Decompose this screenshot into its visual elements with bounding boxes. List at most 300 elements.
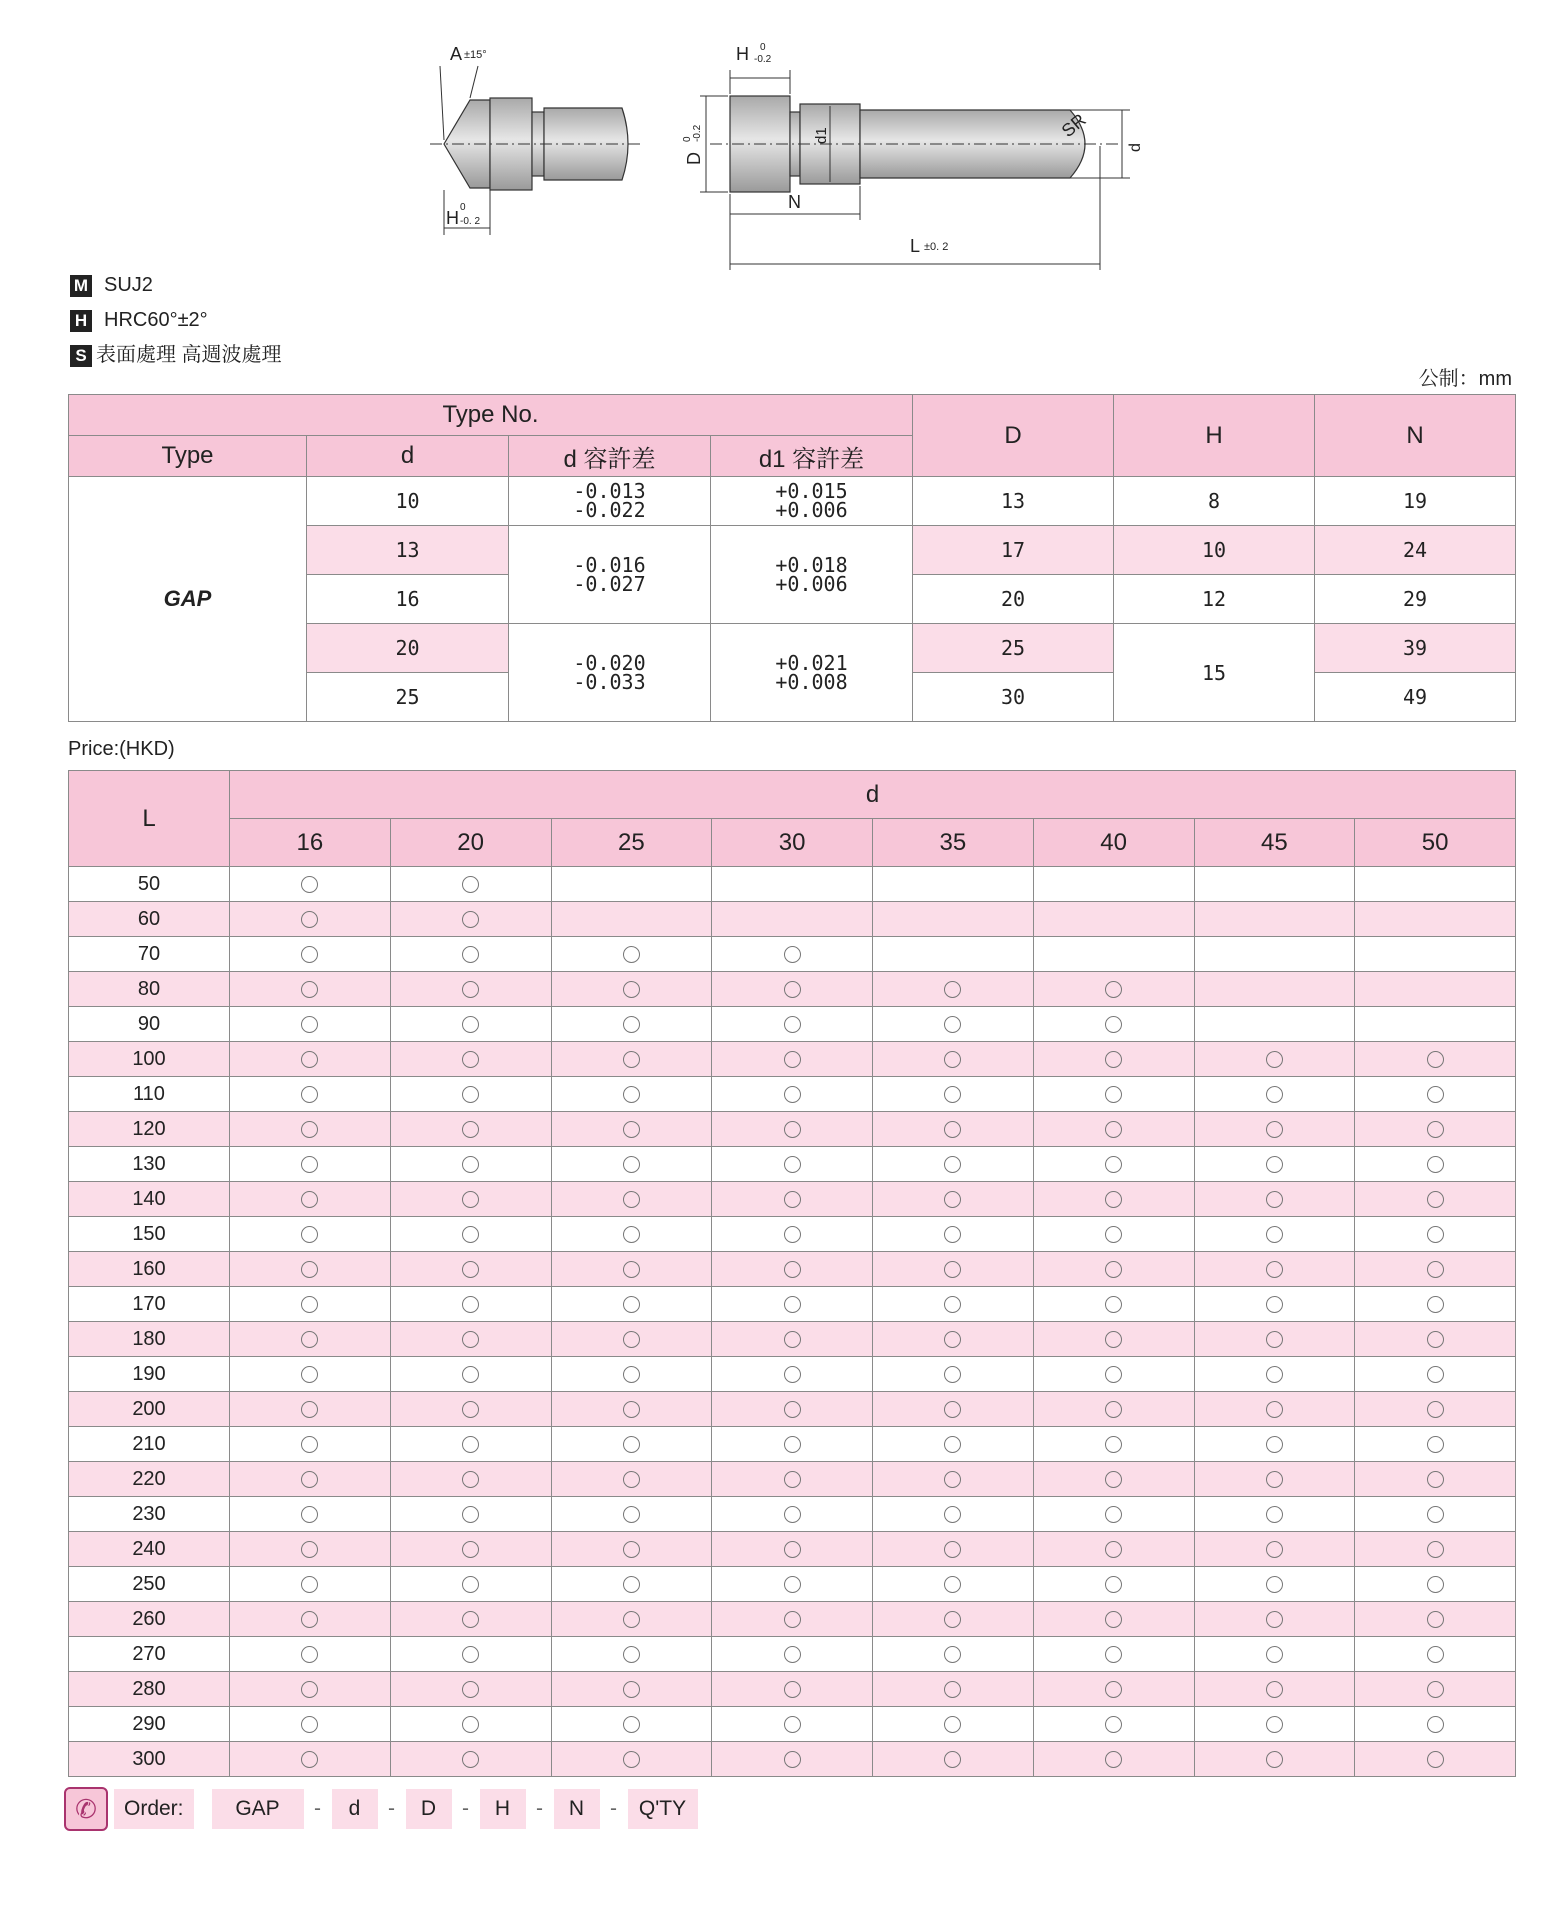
label-H-right-tol-top: 0 [760, 42, 766, 53]
price-cell [1033, 1042, 1194, 1077]
price-cell [390, 1322, 551, 1357]
available-circle-icon [301, 1716, 318, 1733]
price-cell [1194, 937, 1355, 972]
cell-D: 25 [913, 624, 1114, 673]
price-cell [1194, 1147, 1355, 1182]
price-cell [873, 1182, 1034, 1217]
price-cell [1355, 972, 1516, 1007]
price-label: Price:(HKD) [68, 738, 175, 760]
price-cell [390, 1287, 551, 1322]
available-circle-icon [944, 1261, 961, 1278]
available-circle-icon [623, 1751, 640, 1768]
available-circle-icon [1427, 1261, 1444, 1278]
available-circle-icon [623, 1611, 640, 1628]
available-circle-icon [462, 1611, 479, 1628]
price-cell [1033, 1182, 1194, 1217]
price-cell [1194, 1112, 1355, 1147]
available-circle-icon [462, 1436, 479, 1453]
price-cell [230, 972, 391, 1007]
price-cell [712, 1357, 873, 1392]
available-circle-icon [301, 1331, 318, 1348]
surface-text: 表面處理 高週波處理 [96, 344, 282, 366]
price-cell [1194, 1602, 1355, 1637]
label-H-left-tol-top: 0 [460, 202, 466, 213]
price-cell [1033, 867, 1194, 902]
available-circle-icon [462, 981, 479, 998]
price-cell [712, 1707, 873, 1742]
price-cell [1194, 1427, 1355, 1462]
label-D-tol-bottom: -0.2 [692, 124, 703, 142]
available-circle-icon [462, 1331, 479, 1348]
price-table [68, 770, 1516, 1777]
price-cell [551, 972, 712, 1007]
available-circle-icon [944, 1471, 961, 1488]
available-circle-icon [944, 1751, 961, 1768]
spec-surface [70, 342, 282, 368]
cell-L: 80 [69, 972, 230, 1007]
available-circle-icon [462, 1191, 479, 1208]
label-d: d [1127, 143, 1144, 152]
price-cell [230, 937, 391, 972]
table-row [69, 1007, 1516, 1042]
price-cell [712, 1742, 873, 1777]
available-circle-icon [1427, 1506, 1444, 1523]
available-circle-icon [1105, 1086, 1122, 1103]
available-circle-icon [1266, 1331, 1283, 1348]
price-cell [1355, 1567, 1516, 1602]
price-cell [873, 1567, 1034, 1602]
available-circle-icon [784, 1646, 801, 1663]
price-cell [230, 1042, 391, 1077]
price-cell [390, 867, 551, 902]
available-circle-icon [301, 1681, 318, 1698]
price-cell [230, 1637, 391, 1672]
price-cell [873, 1147, 1034, 1182]
cell-L: 150 [69, 1217, 230, 1252]
available-circle-icon [784, 1366, 801, 1383]
price-cell [390, 1077, 551, 1112]
price-cell [1355, 1252, 1516, 1287]
available-circle-icon [301, 1576, 318, 1593]
available-circle-icon [944, 1436, 961, 1453]
available-circle-icon [784, 1436, 801, 1453]
price-cell [1194, 1707, 1355, 1742]
price-cell [873, 902, 1034, 937]
available-circle-icon [462, 1261, 479, 1278]
available-circle-icon [462, 1401, 479, 1418]
price-cell [1355, 902, 1516, 937]
price-cell [873, 1357, 1034, 1392]
price-cell [1033, 972, 1194, 1007]
price-cell [1033, 1112, 1194, 1147]
order-segment-qty: Q'TY [628, 1789, 698, 1829]
price-cell [551, 1077, 712, 1112]
price-cell [551, 1637, 712, 1672]
price-cell [873, 1462, 1034, 1497]
available-circle-icon [301, 1086, 318, 1103]
available-circle-icon [623, 1541, 640, 1558]
available-circle-icon [462, 1156, 479, 1173]
price-cell [551, 1147, 712, 1182]
price-cell [390, 1567, 551, 1602]
price-cell [712, 902, 873, 937]
cell-d-tol: -0.020 -0.033 [509, 624, 711, 722]
available-circle-icon [1105, 1226, 1122, 1243]
price-cell [551, 867, 712, 902]
header-d: d [307, 436, 509, 477]
header-d-value: 16 [230, 819, 391, 867]
available-circle-icon [301, 1611, 318, 1628]
table-row [69, 937, 1516, 972]
table-row [69, 1427, 1516, 1462]
available-circle-icon [623, 981, 640, 998]
price-cell [1355, 1672, 1516, 1707]
price-cell [1194, 1567, 1355, 1602]
price-cell [873, 1007, 1034, 1042]
spec-hardness [70, 307, 208, 333]
cell-H: 8 [1114, 477, 1315, 526]
price-cell [390, 972, 551, 1007]
cell-d: 13 [307, 526, 509, 575]
order-line [64, 1786, 698, 1832]
price-cell [712, 1252, 873, 1287]
technical-drawing [430, 30, 1190, 280]
table-row [69, 1462, 1516, 1497]
available-circle-icon [1427, 1051, 1444, 1068]
price-cell [1033, 1147, 1194, 1182]
price-cell [390, 1042, 551, 1077]
available-circle-icon [623, 1681, 640, 1698]
cell-D: 13 [913, 477, 1114, 526]
order-separator: - [610, 1797, 618, 1820]
available-circle-icon [784, 1576, 801, 1593]
unit-label: 公制：mm [1418, 368, 1512, 390]
available-circle-icon [623, 1156, 640, 1173]
label-N: N [788, 192, 801, 212]
price-cell [230, 867, 391, 902]
label-D-tol-top: 0 [682, 136, 693, 142]
price-cell [712, 1462, 873, 1497]
price-cell [712, 972, 873, 1007]
available-circle-icon [623, 1016, 640, 1033]
cell-N: 24 [1315, 526, 1516, 575]
price-cell [390, 902, 551, 937]
price-cell [390, 1602, 551, 1637]
available-circle-icon [1105, 1121, 1122, 1138]
label-D: D [684, 152, 704, 165]
price-cell [873, 867, 1034, 902]
surface-badge: S [70, 345, 92, 367]
price-cell [1033, 937, 1194, 972]
header-d-value: 30 [712, 819, 873, 867]
available-circle-icon [462, 1541, 479, 1558]
available-circle-icon [301, 1016, 318, 1033]
available-circle-icon [944, 1681, 961, 1698]
cell-N: 19 [1315, 477, 1516, 526]
available-circle-icon [462, 1471, 479, 1488]
available-circle-icon [944, 1716, 961, 1733]
price-cell [230, 1217, 391, 1252]
table-row [69, 1112, 1516, 1147]
available-circle-icon [784, 946, 801, 963]
price-cell [551, 1672, 712, 1707]
header-type: Type [69, 436, 307, 477]
header-d-value: 40 [1033, 819, 1194, 867]
label-L-tol: ±0. 2 [924, 241, 949, 253]
cell-L: 140 [69, 1182, 230, 1217]
price-cell [712, 1602, 873, 1637]
table-row [69, 1147, 1516, 1182]
price-cell [1355, 1147, 1516, 1182]
available-circle-icon [784, 1681, 801, 1698]
price-cell [230, 1322, 391, 1357]
price-cell [1355, 1707, 1516, 1742]
table-row [69, 1287, 1516, 1322]
price-cell [712, 1112, 873, 1147]
price-cell [1033, 1427, 1194, 1462]
available-circle-icon [301, 1261, 318, 1278]
available-circle-icon [944, 1646, 961, 1663]
price-cell [712, 1042, 873, 1077]
available-circle-icon [1266, 1541, 1283, 1558]
price-cell [873, 1112, 1034, 1147]
available-circle-icon [1427, 1681, 1444, 1698]
material-badge: M [70, 275, 92, 297]
available-circle-icon [944, 1016, 961, 1033]
price-cell [551, 1252, 712, 1287]
available-circle-icon [462, 1716, 479, 1733]
price-cell [1194, 1322, 1355, 1357]
header-d-value: 35 [873, 819, 1034, 867]
price-cell [712, 1217, 873, 1252]
price-cell [873, 1707, 1034, 1742]
available-circle-icon [623, 1086, 640, 1103]
price-cell [712, 867, 873, 902]
label-H-right: H [736, 44, 749, 64]
price-cell [551, 902, 712, 937]
price-cell [390, 1252, 551, 1287]
header-N: N [1315, 395, 1516, 477]
price-cell [712, 1532, 873, 1567]
available-circle-icon [1105, 1261, 1122, 1278]
price-cell [390, 1707, 551, 1742]
available-circle-icon [784, 1541, 801, 1558]
available-circle-icon [623, 1576, 640, 1593]
available-circle-icon [623, 1366, 640, 1383]
price-cell [712, 1497, 873, 1532]
available-circle-icon [944, 1331, 961, 1348]
price-cell [230, 1357, 391, 1392]
price-cell [1033, 1567, 1194, 1602]
type-table [68, 394, 1516, 722]
header-d-value: 25 [551, 819, 712, 867]
price-cell [1355, 1322, 1516, 1357]
cell-d: 16 [307, 575, 509, 624]
available-circle-icon [1427, 1331, 1444, 1348]
price-cell [1355, 1077, 1516, 1112]
table-row [69, 1182, 1516, 1217]
label-d1: d1 [813, 127, 830, 144]
available-circle-icon [1266, 1051, 1283, 1068]
available-circle-icon [784, 1296, 801, 1313]
cell-N: 29 [1315, 575, 1516, 624]
available-circle-icon [1427, 1401, 1444, 1418]
price-cell [712, 1007, 873, 1042]
price-cell [1355, 1287, 1516, 1322]
price-cell [712, 1147, 873, 1182]
cell-L: 230 [69, 1497, 230, 1532]
available-circle-icon [301, 1436, 318, 1453]
price-cell [1355, 1217, 1516, 1252]
price-cell [1355, 1532, 1516, 1567]
available-circle-icon [462, 1226, 479, 1243]
available-circle-icon [301, 1296, 318, 1313]
available-circle-icon [301, 1751, 318, 1768]
available-circle-icon [623, 1716, 640, 1733]
table-row [69, 1637, 1516, 1672]
price-cell [390, 1637, 551, 1672]
cell-L: 190 [69, 1357, 230, 1392]
price-cell [1033, 1217, 1194, 1252]
price-cell [1194, 1252, 1355, 1287]
available-circle-icon [623, 1121, 640, 1138]
available-circle-icon [944, 1051, 961, 1068]
available-circle-icon [1266, 1191, 1283, 1208]
price-cell [1033, 1007, 1194, 1042]
available-circle-icon [1266, 1576, 1283, 1593]
cell-L: 50 [69, 867, 230, 902]
available-circle-icon [462, 1681, 479, 1698]
price-cell [873, 1042, 1034, 1077]
price-cell [1194, 867, 1355, 902]
price-cell [551, 1742, 712, 1777]
price-cell [1355, 1497, 1516, 1532]
available-circle-icon [1105, 1611, 1122, 1628]
price-cell [390, 937, 551, 972]
table-row [69, 1567, 1516, 1602]
available-circle-icon [623, 946, 640, 963]
available-circle-icon [1105, 1716, 1122, 1733]
header-L: L [69, 771, 230, 867]
price-cell [873, 1392, 1034, 1427]
available-circle-icon [1266, 1366, 1283, 1383]
price-cell [1033, 1077, 1194, 1112]
available-circle-icon [1427, 1611, 1444, 1628]
table-row [69, 972, 1516, 1007]
price-cell [873, 1672, 1034, 1707]
available-circle-icon [944, 1541, 961, 1558]
price-cell [1033, 1602, 1194, 1637]
cell-L: 120 [69, 1112, 230, 1147]
available-circle-icon [1105, 1051, 1122, 1068]
available-circle-icon [784, 1226, 801, 1243]
available-circle-icon [784, 1121, 801, 1138]
available-circle-icon [462, 1751, 479, 1768]
price-cell [873, 1742, 1034, 1777]
available-circle-icon [1266, 1681, 1283, 1698]
cell-L: 110 [69, 1077, 230, 1112]
price-cell [712, 1637, 873, 1672]
available-circle-icon [1266, 1611, 1283, 1628]
order-separator: - [314, 1797, 322, 1820]
price-cell [712, 1287, 873, 1322]
price-cell [1194, 1672, 1355, 1707]
price-cell [551, 1567, 712, 1602]
price-cell [1033, 1322, 1194, 1357]
price-cell [1355, 1427, 1516, 1462]
price-cell [390, 1532, 551, 1567]
available-circle-icon [623, 1051, 640, 1068]
available-circle-icon [462, 1366, 479, 1383]
price-cell [230, 1287, 391, 1322]
available-circle-icon [1105, 981, 1122, 998]
available-circle-icon [1105, 1296, 1122, 1313]
price-cell [712, 1322, 873, 1357]
available-circle-icon [1105, 1016, 1122, 1033]
price-cell [1355, 1357, 1516, 1392]
cell-D: 20 [913, 575, 1114, 624]
cell-H: 10 [1114, 526, 1315, 575]
cell-L: 300 [69, 1742, 230, 1777]
cell-L: 220 [69, 1462, 230, 1497]
available-circle-icon [623, 1506, 640, 1523]
available-circle-icon [462, 1576, 479, 1593]
cell-L: 70 [69, 937, 230, 972]
price-cell [230, 1672, 391, 1707]
label-H-left-tol-bottom: -0. 2 [460, 216, 481, 227]
available-circle-icon [944, 1121, 961, 1138]
available-circle-icon [1427, 1576, 1444, 1593]
available-circle-icon [1105, 1156, 1122, 1173]
price-cell [873, 1602, 1034, 1637]
cell-d: 25 [307, 673, 509, 722]
price-cell [1033, 1742, 1194, 1777]
table-row [69, 1357, 1516, 1392]
price-cell [1355, 867, 1516, 902]
price-cell [390, 1462, 551, 1497]
price-cell [230, 1567, 391, 1602]
price-cell [1194, 1462, 1355, 1497]
available-circle-icon [944, 1611, 961, 1628]
available-circle-icon [1105, 1366, 1122, 1383]
price-cell [230, 1392, 391, 1427]
price-cell [551, 1182, 712, 1217]
table-row [69, 1077, 1516, 1112]
order-label: Order: [114, 1789, 194, 1829]
available-circle-icon [301, 1156, 318, 1173]
cell-d1-tol: +0.015 +0.006 [711, 477, 913, 526]
price-cell [230, 1427, 391, 1462]
available-circle-icon [462, 1051, 479, 1068]
cell-L: 280 [69, 1672, 230, 1707]
price-cell [390, 1007, 551, 1042]
table-row [69, 1707, 1516, 1742]
cell-L: 200 [69, 1392, 230, 1427]
available-circle-icon [301, 876, 318, 893]
available-circle-icon [784, 1611, 801, 1628]
available-circle-icon [1105, 1681, 1122, 1698]
price-cell [1355, 1637, 1516, 1672]
table-row [69, 1532, 1516, 1567]
price-cell [873, 1497, 1034, 1532]
available-circle-icon [1266, 1086, 1283, 1103]
available-circle-icon [784, 1506, 801, 1523]
table-row [69, 1217, 1516, 1252]
cell-D: 17 [913, 526, 1114, 575]
price-cell [390, 1357, 551, 1392]
price-cell [1033, 1637, 1194, 1672]
cell-N: 49 [1315, 673, 1516, 722]
